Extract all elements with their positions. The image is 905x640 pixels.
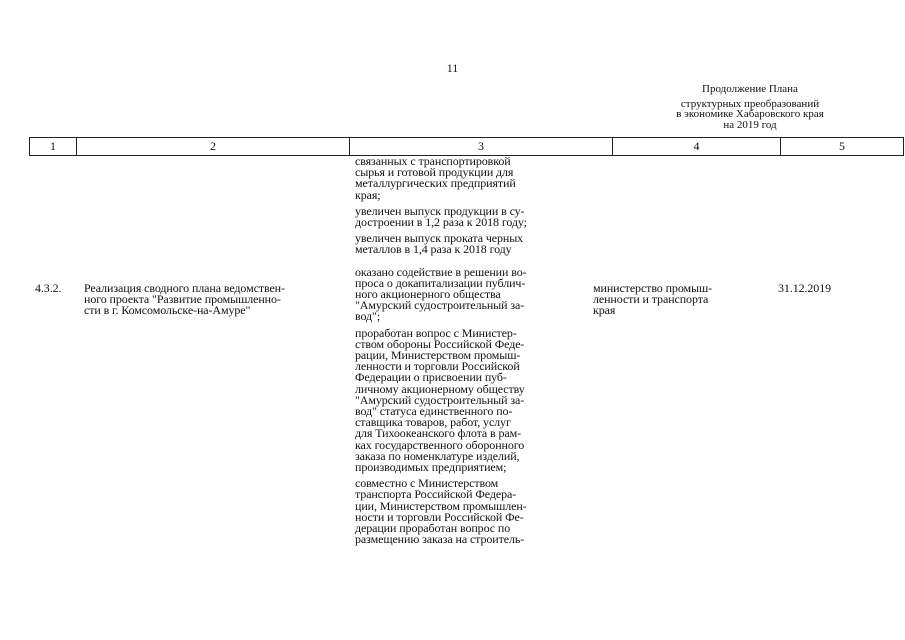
heading-line-4: на 2019 год <box>723 118 777 131</box>
heading-line-2: структурных преобразований <box>680 97 820 110</box>
column-number-3: 3 <box>350 138 613 156</box>
result-paragraph: совместно с Министерством транспорта Российской Федера- ции, Министерством промышлен- ности и торговли Российской Фе- дерации проработан вопрос по размещению заказа на строитель- <box>355 476 527 547</box>
column-number-1: 1 <box>30 138 77 156</box>
continuation-paragraph: увеличен выпуск продукции в су- достроении в 1,2 раза к 2018 году; <box>355 203 527 230</box>
continuation-paragraph: связанных с транспортировкой сырья и готовой продукции для металлургических предприятий края; <box>355 154 516 202</box>
measure-name: Реализация сводного плана ведомствен- ного проекта "Развитие промышленно- сти в г. Комсомольске-на-Амуре" <box>84 281 285 318</box>
heading-line-1: Продолжение Плана <box>702 83 798 95</box>
result-paragraph: оказано содействие в решении во- проса о докапитализации публич- ного акционерного общества "Амурский судостроительный за- вод"; <box>355 264 527 324</box>
row-number: 4.3.2. <box>35 281 62 295</box>
column-number-2: 2 <box>77 138 350 156</box>
column-number-4: 4 <box>613 138 781 156</box>
responsible-executor: министерство промыш- ленности и транспорта края <box>593 281 712 318</box>
column-number-5: 5 <box>781 138 904 156</box>
result-paragraph: проработан вопрос с Министер- ством обороны Российской Феде- рации, Министерством промыш- ленности и торговли Российской Федерации о присвоении пуб- личному акционерному обществу "Амурский судостроительный за- вод" статуса единственного по- ставщика товаров, работ, услуг для Тихоокеанского флота в рам- ках государственного оборонного заказа по номенклатуре изделий, производимых предприятием; <box>355 325 525 475</box>
page-number: 11 <box>446 61 459 75</box>
document-heading <box>640 84 860 130</box>
deadline-date: 31.12.2019 <box>778 281 832 295</box>
results-column <box>355 156 585 551</box>
table-header-row <box>30 138 904 156</box>
continuation-paragraph: увеличен выпуск проката черных металлов в 1,4 раза к 2018 году <box>355 231 524 257</box>
heading-line-3: в экономике Хабаровского края <box>676 108 824 120</box>
